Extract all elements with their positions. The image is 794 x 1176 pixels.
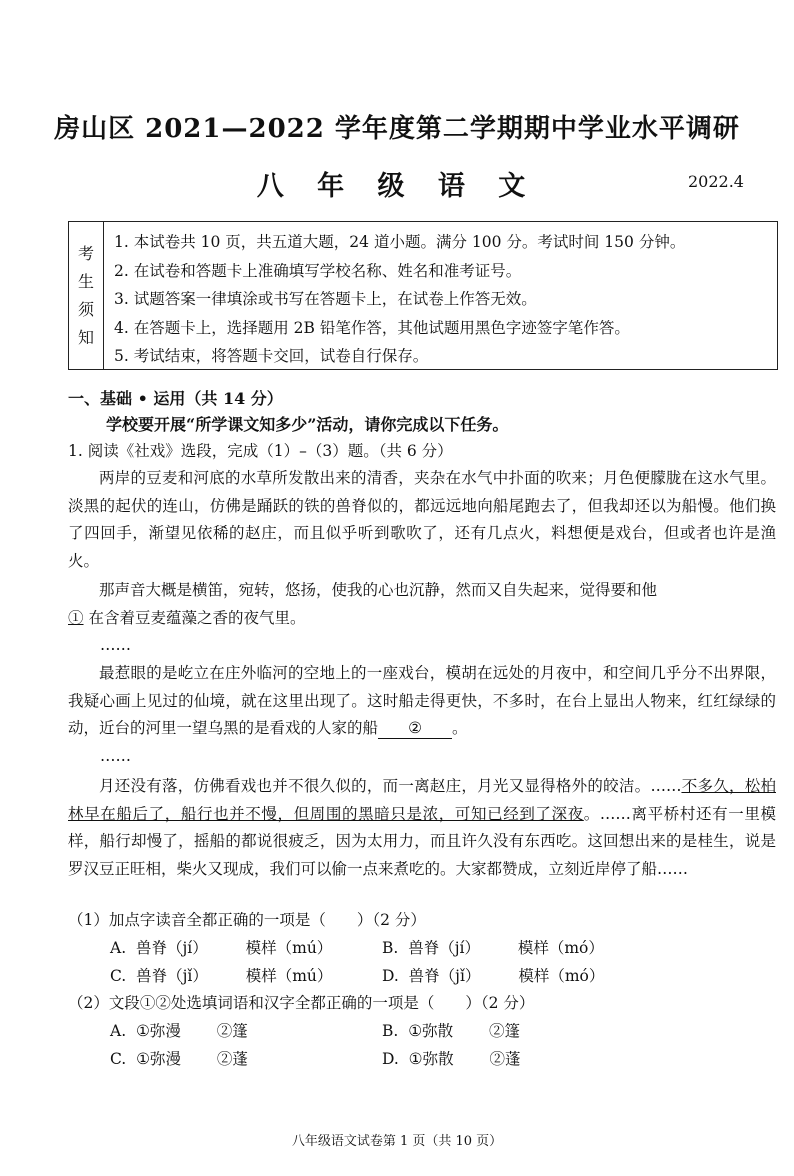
page-subtitle: 八 年 级 语 文 [256, 171, 538, 202]
option-key: A. [110, 1022, 127, 1040]
option-part: 兽脊（jǐ） [136, 967, 208, 985]
notice-items [104, 222, 777, 369]
question-1-1-stem: （1）加点字读音全都正确的一项是（ ）（2 分） [68, 911, 426, 929]
passage-text-b: 。……离平桥村还有一里模样，船行却慢了，摇船的都说很疲乏，因为太用力，而且许久没有东西吃。这回想出来的是桂生，说是罗汉豆正旺相，柴火又现成，我们可以偷一点来煮吃的。大家都赞成，立刻近岸停了船…… [68, 804, 776, 878]
option-part: 兽脊（jí） [408, 939, 480, 957]
option-part: ①弥漫 [135, 1022, 181, 1040]
ellipsis: …… [100, 746, 131, 765]
passage-text [68, 577, 776, 605]
passage-paragraph-3 [68, 660, 776, 770]
option-b [382, 1019, 520, 1041]
option-part: ①弥散 [408, 1050, 454, 1068]
option-part: ②篷 [488, 1022, 520, 1040]
option-part: ②篷 [216, 1022, 248, 1040]
question-1-stem: 1. 阅读《社戏》选段，完成（1）–（3）题。（共 6 分） [68, 442, 453, 460]
page-footer: 八年级语文试卷第 1 页（共 10 页） [291, 1134, 503, 1149]
passage-text [68, 773, 776, 883]
task-instruction: 学校要开展“所学课文知多少”活动，请你完成以下任务。 [106, 415, 509, 434]
option-a [110, 1019, 248, 1041]
option-part: 兽脊（jí） [135, 939, 208, 957]
option-key: D. [382, 967, 399, 985]
blank-marker-1: ① [68, 608, 84, 627]
option-part: 兽脊（jǐ） [408, 967, 481, 985]
notice-label-char: 须 [77, 299, 94, 319]
section-heading: 一、基础 • 运用（共 14 分） [68, 389, 283, 408]
blank-marker-2: ② [378, 718, 452, 739]
option-c [110, 1047, 248, 1069]
passage-text [68, 660, 776, 743]
option-part: 模样（mó） [517, 939, 604, 957]
exam-notice-box [68, 221, 778, 370]
option-part: ②蓬 [489, 1050, 521, 1068]
option-part: 模样（mú） [245, 939, 333, 957]
passage-paragraph-1 [68, 465, 776, 575]
notice-item: 3. 试题答案一律填涂或书写在答题卡上，在试卷上作答无效。 [114, 290, 537, 308]
option-part: ①弥散 [408, 1022, 454, 1040]
option-part: 模样（mó） [518, 967, 605, 985]
page-title: 房山区 2021—2022 学年度第二学期期中学业水平调研 [54, 114, 740, 144]
passage-text-a: 那声音大概是横笛，宛转，悠扬，使我的心也沉静，然而又自失起来，觉得要和他 [99, 581, 658, 599]
notice-label-char: 生 [77, 271, 94, 291]
passage-paragraph-2 [68, 577, 776, 660]
passage-text-b: 在含着豆麦蕴藻之香的夜气里。 [83, 608, 306, 627]
underlined-sentence: 不多久，松柏林早在船后了，船行也并不慢，但周围的黑暗只是浓，可知已经到了深夜 [68, 777, 776, 823]
passage-paragraph-4 [68, 773, 776, 883]
option-d [382, 1047, 520, 1069]
notice-item: 4. 在答题卡上，选择题用 2B 铅笔作答，其他试题用黑色字迹签字笔作答。 [114, 318, 630, 337]
notice-label-char: 知 [77, 327, 94, 347]
notice-item: 5. 考试结束，将答题卡交回，试卷自行保存。 [114, 347, 429, 365]
option-c [110, 964, 332, 986]
option-key: C. [110, 1050, 127, 1068]
notice-label [69, 222, 104, 369]
option-a [110, 936, 332, 958]
option-key: B. [382, 1022, 399, 1040]
option-b [382, 936, 604, 958]
passage-line [68, 605, 776, 633]
notice-item: 2. 在试卷和答题卡上准确填写学校名称、姓名和准考证号。 [114, 261, 522, 280]
option-key: B. [382, 939, 399, 957]
question-1-2-stem: （2）文段①②处选填词语和汉字全都正确的一项是（ ）（2 分） [68, 994, 535, 1012]
passage-text-a: 月还没有落，仿佛看戏也并不很久似的，而一离赵庄，月光又显得格外的皎洁。…… [99, 777, 682, 795]
exam-date: 2022.4 [688, 172, 744, 191]
passage-text: 两岸的豆麦和河底的水草所发散出来的清香，夹杂在水气中扑面的吹来；月色便朦胧在这水气里。淡黑的起伏的连山，仿佛是踊跃的铁的兽脊似的，都远远地向船尾跑去了，但我却还以为船慢。他们换了四回手，渐望见依稀的赵庄，而且似乎听到歌吹了，还有几点火，料想便是戏台，但或者也许是渔火。 [68, 469, 776, 570]
notice-item: 1. 本试卷共 10 页，共五道大题，24 道小题。满分 100 分。考试时间 150 分钟。 [114, 233, 686, 251]
option-key: D. [382, 1050, 399, 1068]
option-part: ②蓬 [216, 1050, 248, 1068]
ellipsis: …… [100, 636, 131, 654]
option-part: 模样（mú） [245, 967, 333, 985]
option-part: ①弥漫 [136, 1050, 181, 1068]
option-key: A. [110, 939, 127, 957]
passage-text-end: 。 [452, 719, 468, 737]
option-key: C. [110, 967, 127, 985]
passage-text-a: 最惹眼的是屹立在庄外临河的空地上的一座戏台，模胡在远处的月夜中，和空间几乎分不出界限，我疑心画上见过的仙境，就在这里出现了。这时船走得更快，不多时，在台上显出人物来，红红绿绿的动，近台的河里一望乌黑的是看戏的人家的船 [68, 664, 776, 737]
option-d [382, 964, 604, 986]
notice-label-char: 考 [77, 243, 94, 263]
